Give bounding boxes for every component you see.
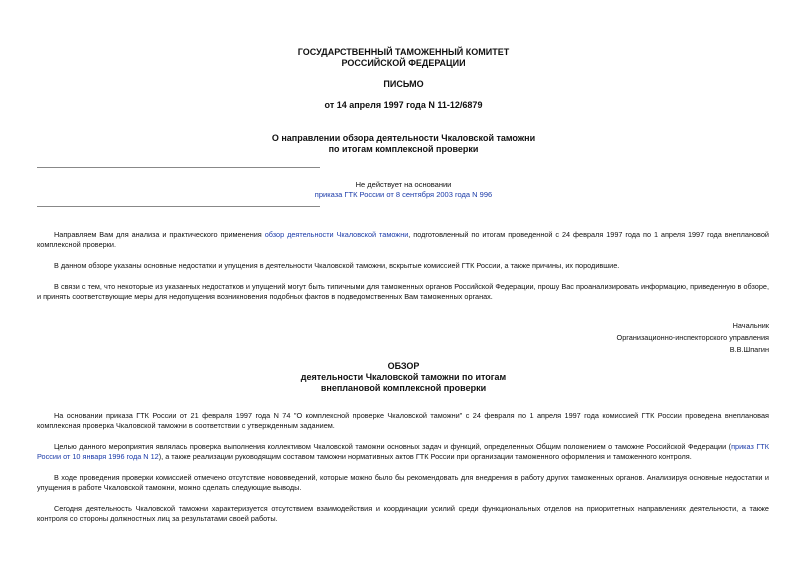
org-line-2: РОССИЙСКОЙ ФЕДЕРАЦИИ: [341, 58, 466, 68]
review-subtitle-1: деятельности Чкаловской таможни по итогам: [300, 372, 507, 382]
status-line: Не действует на основании: [355, 180, 452, 189]
review-link[interactable]: обзор деятельности Чкаловской таможни: [264, 230, 409, 239]
status-note: [0, 180, 807, 200]
org-line-1: ГОСУДАРСТВЕННЫЙ ТАМОЖЕННЫЙ КОМИТЕТ: [297, 47, 510, 57]
signature-block: [617, 320, 769, 356]
letter-paragraph-3: В связи с тем, что некоторые из указанных недостатков и упущений могут быть типичными для таможенных органов Российской Федерации, прошу Вас проанализировать информацию, приведенную в обзоре, и принять соответствующие меры для недопущения возникновения подобных фактов в подведомственных Вам таможенных органах.: [37, 282, 769, 301]
divider-top: [37, 167, 320, 168]
org-name: [0, 47, 807, 69]
signature-name: В.В.Шпагин: [729, 345, 769, 354]
review-subtitle-2: внеплановой комплексной проверки: [320, 383, 487, 393]
review-heading: [0, 361, 807, 394]
signature-title: Начальник: [732, 321, 769, 330]
order-link[interactable]: приказ ГТК России от 10 января 1996 года N 12: [37, 442, 769, 461]
subject-line-1: О направлении обзора деятельности Чкаловской таможни: [271, 133, 536, 143]
review-title: ОБЗОР: [387, 361, 420, 371]
letter-paragraph-2: В данном обзоре указаны основные недостатки и упущения в деятельности Чкаловской таможни, вскрытые комиссией ГТК России, а также причины, их породившие.: [54, 261, 620, 270]
signature-department: Организационно-инспекторского управления: [616, 333, 769, 342]
doc-subject: [0, 133, 807, 155]
doc-date-number: от 14 апреля 1997 года N 11-12/6879: [324, 100, 483, 110]
review-paragraph-1: На основании приказа ГТК России от 21 февраля 1997 года N 74 "О комплексной проверке Чкаловской таможни" с 24 февраля по 1 апреля 1997 года комиссией ГТК России проведена внеплановая комплексная проверка Чкаловской таможни в соответствии с утвержденным заданием.: [37, 411, 769, 430]
subject-line-2: по итогам комплексной проверки: [328, 144, 479, 154]
doc-type: ПИСЬМО: [383, 79, 424, 89]
letter-paragraph-1: Направляем Вам для анализа и практического применения обзор деятельности Чкаловской таможни, подготовленный по итогам проведенной с 24 февраля 1997 года по 1 апреля 1997 года внеплановой комплексной проверки.: [37, 230, 769, 249]
review-paragraph-2: Целью данного мероприятия являлась проверка выполнения коллективом Чкаловской таможни основных задач и функций, определенных Общим положением о таможне Российской Федерации (приказ ГТК России от 10 января 1996 года N 12), а также реализации руководящим составом таможни нормативных актов ГТК России при организации таможенного оформления и таможенного контроля.: [37, 442, 769, 461]
status-link[interactable]: приказа ГТК России от 8 сентября 2003 года N 996: [314, 190, 493, 199]
divider-bottom: [37, 206, 320, 207]
review-paragraph-4: Сегодня деятельность Чкаловской таможни характеризуется отсутствием взаимодействия и координации усилий среди функциональных отделов на приоритетных направлениях деятельности, а также контроля со стороны должностных лиц за результатами своей работы.: [37, 504, 769, 523]
review-paragraph-3: В ходе проведения проверки комиссией отмечено отсутствие нововведений, которые можно было бы рекомендовать для внедрения в работу других таможенных органов. Анализируя основные недостатки и упущения в работе Чкаловской таможни, можно сделать следующие выводы.: [37, 473, 769, 492]
